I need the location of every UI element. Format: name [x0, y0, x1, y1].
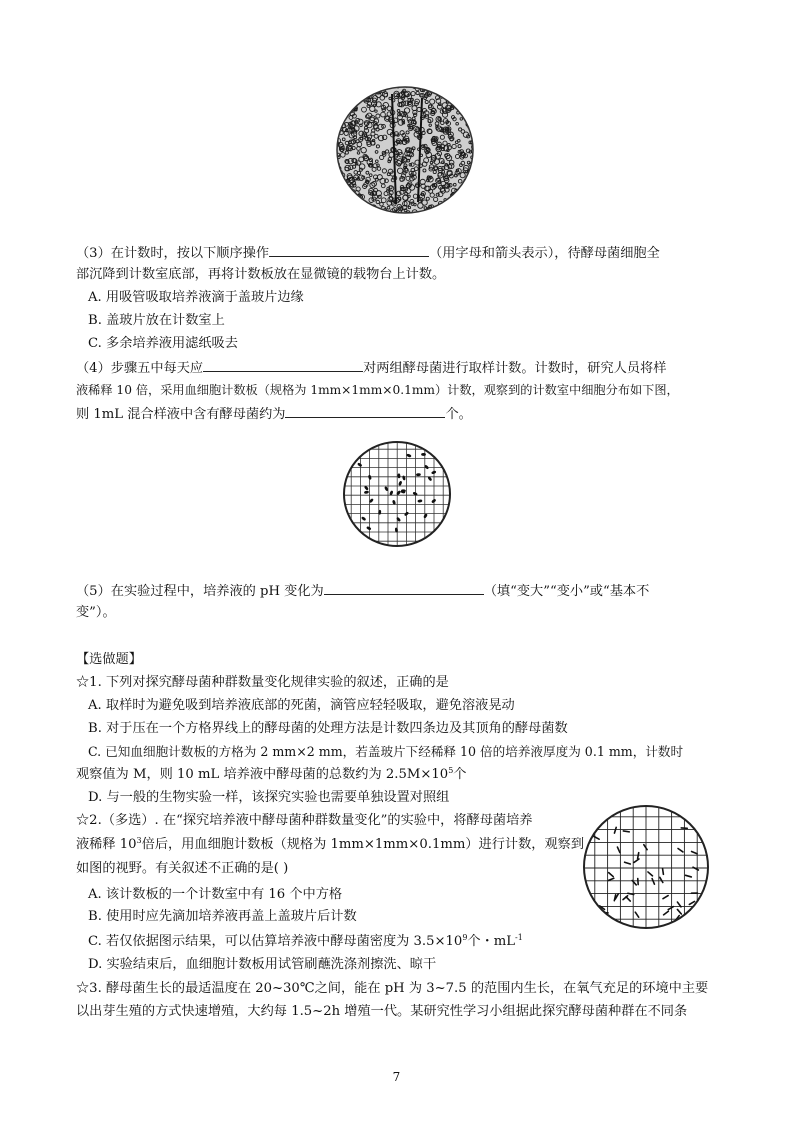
opt-q2-option-a: A. 该计数板的一个计数室中有 16 个中方格	[88, 887, 343, 902]
q3-option-a: A. 用吸管吸取培养液滴于盖玻片边缘	[88, 290, 304, 305]
q4-line-2: 液稀释 10 倍，采用血细胞计数板（规格为 1mm×1mm×0.1mm）计数，观察到的计数室中细胞分布如下图，	[76, 383, 679, 397]
opt-q1-stem: ☆1. 下列对探究酵母菌种群数量变化规律实验的叙述，正确的是	[76, 675, 449, 690]
q5-text-a: （5）在实验过程中，培养液的 pH 变化为	[76, 584, 324, 599]
superscript: 3	[136, 836, 142, 845]
q4-text-a: （4）步骤五中每天应	[76, 361, 204, 376]
q4-line-1	[76, 357, 726, 377]
opt-q1-option-c-cont	[76, 765, 726, 785]
opt-q2-line-2	[76, 835, 585, 855]
opt-q1-option-c: C. 已知血细胞计数板的方格为 2 mm×2 mm，若盖玻片下经稀释 10 倍的培养液厚度为 0.1 mm，计数时	[88, 744, 684, 759]
opt-q1-option-d: D. 与一般的生物实验一样，该探究实验也需要单独设置对照组	[88, 790, 450, 805]
answer-blank[interactable]	[285, 403, 445, 418]
superscript: 5	[448, 766, 454, 775]
superscript: 9	[462, 933, 468, 942]
micrograph-dense-figure	[334, 84, 476, 216]
q5-text-b: （填“变大”“变小”或“基本不	[483, 584, 650, 599]
q5-line-1	[76, 580, 726, 600]
opt-q2-option-d: D. 实验结束后，血细胞计数板用试管刷蘸洗涤剂擦洗、晾干	[88, 957, 437, 972]
answer-blank[interactable]	[269, 242, 429, 257]
opt-q3-line-1: ☆3. 酵母菌生长的最适温度在 20~30℃之间，能在 pH 为 3~7.5 的范围内生长，在氧气充足的环境中主要	[76, 981, 709, 996]
opt-q1-option-a: A. 取样时为避免吸到培养液底部的死菌，滴管应轻轻吸取，避免溶液晃动	[88, 698, 515, 713]
opt-q2-line-3: 如图的视野。有关叙述不正确的是( )	[76, 861, 289, 876]
opt-q2-line-1: ☆2.（多选）. 在“探究培养液中酵母菌种群数量变化”的实验中，将酵母菌培养	[76, 813, 533, 828]
grid-view-figure	[582, 804, 710, 930]
q4-text-d: 个。	[445, 407, 472, 422]
superscript: -1	[515, 933, 523, 942]
opt-q2-option-b: B. 使用时应先滴加培养液再盖上盖玻片后计数	[88, 909, 357, 924]
q5-line-2: 变”）。	[76, 605, 116, 620]
opt-q1-c-text: 观察值为 M，则 10 mL 培养液中酵母菌的总数约为 2.5M×10	[76, 767, 449, 782]
q3-line-2: 部沉降到计数室底部，再将计数板放在显微镜的载物台上计数。	[76, 267, 446, 282]
opt-q2-c-unit: 个・mL	[467, 934, 516, 949]
opt-q1-c-unit: 个	[453, 767, 467, 782]
q3-line-1	[76, 242, 726, 262]
opt-q1-option-b: B. 对于压在一个方格界线上的酵母菌的处理方法是计数四条边及其顶角的酵母菌数	[88, 721, 568, 736]
q4-line-3	[76, 403, 726, 423]
opt-q2-option-c	[88, 932, 588, 952]
opt-q3-line-2: 以出芽生殖的方式快速增殖，大约每 1.5~2h 增殖一代。某研究性学习小组据此探究酵母菌种群在不同条	[76, 1004, 688, 1019]
q4-text-b: 对两组酵母菌进行取样计数。计数时，研究人员将样	[363, 361, 667, 376]
q4-text-c: 则 1mL 混合样液中含有酵母菌约为	[76, 407, 286, 422]
q3-option-c: C. 多余培养液用滤纸吸去	[88, 336, 238, 351]
opt-q2-c-text: C. 若仅依据图示结果，可以估算培养液中酵母菌密度为 3.5×10	[88, 934, 463, 949]
answer-blank[interactable]	[324, 580, 484, 595]
section-heading: 【选做题】	[76, 652, 142, 667]
opt-q2-text-a: 液稀释 10	[76, 837, 137, 852]
counting-chamber-figure	[342, 440, 452, 548]
q3-text-b: （用字母和箭头表示），待酵母菌细胞全	[429, 246, 660, 261]
answer-blank[interactable]	[203, 357, 363, 372]
q3-text-a: （3）在计数时，按以下顺序操作	[76, 246, 270, 261]
page-number: 7	[392, 1070, 401, 1084]
opt-q2-text-b: 倍后，用血细胞计数板（规格为 1mm×1mm×0.1mm）进行计数，观察到	[141, 837, 585, 852]
q3-option-b: B. 盖玻片放在计数室上	[88, 313, 225, 328]
